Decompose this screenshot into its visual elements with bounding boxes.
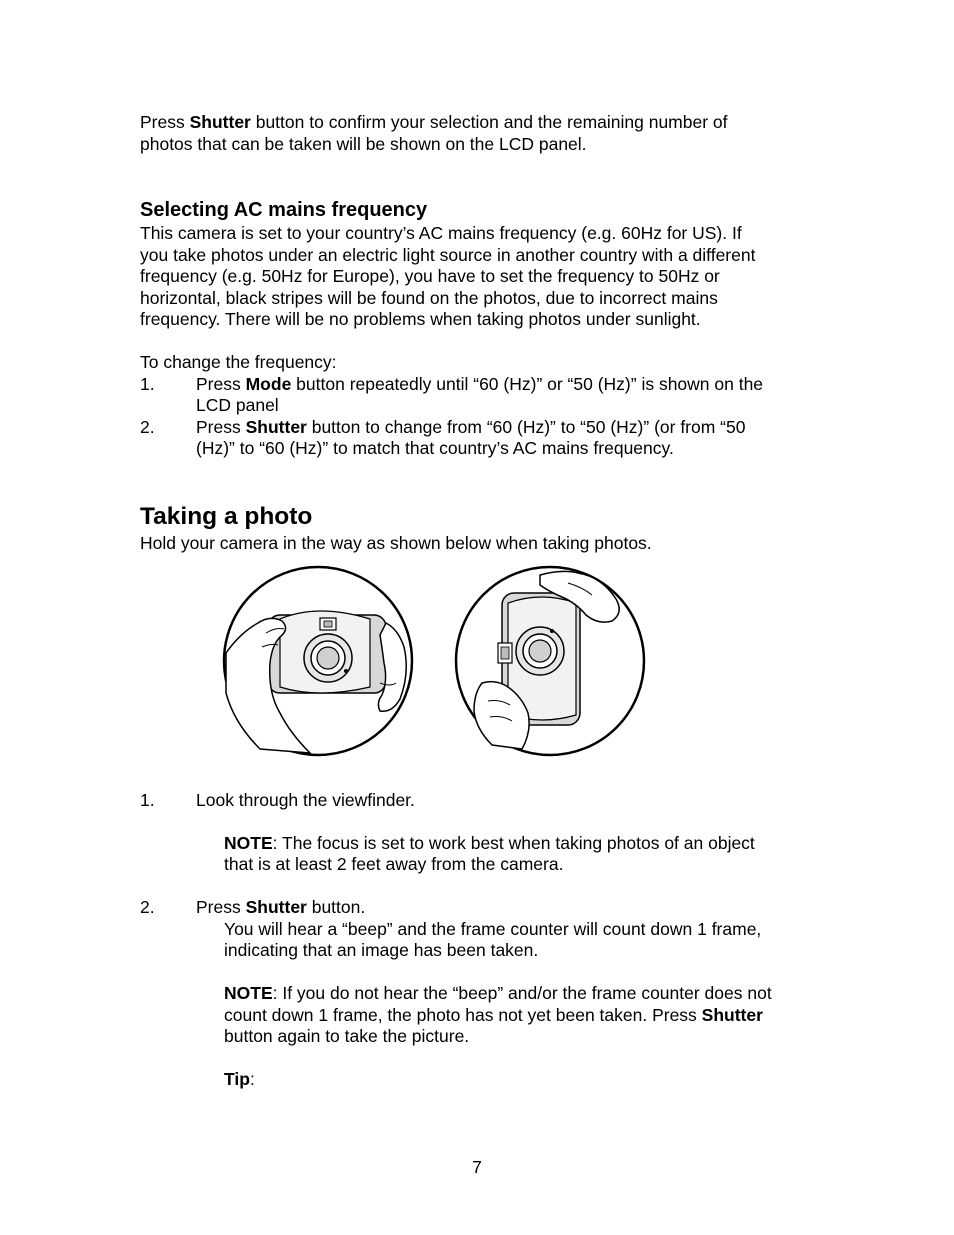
note-2-line-2: count down 1 frame, the photo has not yet been taken. Press Shutter <box>224 1005 763 1025</box>
note-1-line-1: NOTE: The focus is set to work best when taking photos of an object <box>224 833 755 853</box>
list-number: 2. <box>140 897 155 917</box>
ac-paragraph-line: you take photos under an electric light source in another country with a different <box>140 245 756 265</box>
camera-vertical-hold-illustration <box>452 563 648 759</box>
ac-paragraph-line: frequency. There will be no problems when taking photos under sunlight. <box>140 309 701 329</box>
ac-step-1-line-1: Press Mode button repeatedly until “60 (Hz)” or “50 (Hz)” is shown on the <box>196 374 764 394</box>
ac-step-2-line-2: (Hz)” to “60 (Hz)” to match that country’s AC mains frequency. <box>196 438 674 458</box>
ac-paragraph-line: horizontal, black stripes will be found on the photos, due to incorrect mains <box>140 288 718 308</box>
ac-paragraph-line: frequency (e.g. 50Hz for Europe), you have to set the frequency to 50Hz or <box>140 266 720 286</box>
photo-step-2-line-1: Press Shutter button. <box>196 897 366 917</box>
note-2-line-3: button again to take the picture. <box>224 1026 470 1046</box>
camera-horizontal-hold-illustration <box>220 563 416 759</box>
note-2-line-1: NOTE: If you do not hear the “beep” and/or the frame counter does not <box>224 983 772 1003</box>
photo-intro: Hold your camera in the way as shown below when taking photos. <box>140 533 652 553</box>
note-1-line-2: that is at least 2 feet away from the camera. <box>224 854 564 874</box>
page-number: 7 <box>472 1157 482 1177</box>
photo-step-2-line-3: indicating that an image has been taken. <box>224 940 539 960</box>
list-number: 2. <box>140 417 155 437</box>
ac-paragraph-line: This camera is set to your country’s AC mains frequency (e.g. 60Hz for US). If <box>140 223 742 243</box>
tip-label: Tip: <box>224 1069 255 1089</box>
photo-step-1: Look through the viewfinder. <box>196 790 415 810</box>
to-change-label: To change the frequency: <box>140 352 337 372</box>
photo-step-2-line-2: You will hear a “beep” and the frame counter will count down 1 frame, <box>224 919 762 939</box>
intro-line-1: Press Shutter button to confirm your selection and the remaining number of <box>140 112 728 132</box>
list-number: 1. <box>140 374 155 394</box>
ac-step-1-line-2: LCD panel <box>196 395 279 415</box>
intro-line-2: photos that can be taken will be shown on the LCD panel. <box>140 134 587 154</box>
ac-step-2-line-1: Press Shutter button to change from “60 (Hz)” to “50 (Hz)” (or from “50 <box>196 417 746 437</box>
section-heading-taking-photo: Taking a photo <box>140 503 313 530</box>
list-number: 1. <box>140 790 155 810</box>
section-heading-ac-frequency: Selecting AC mains frequency <box>140 199 428 221</box>
